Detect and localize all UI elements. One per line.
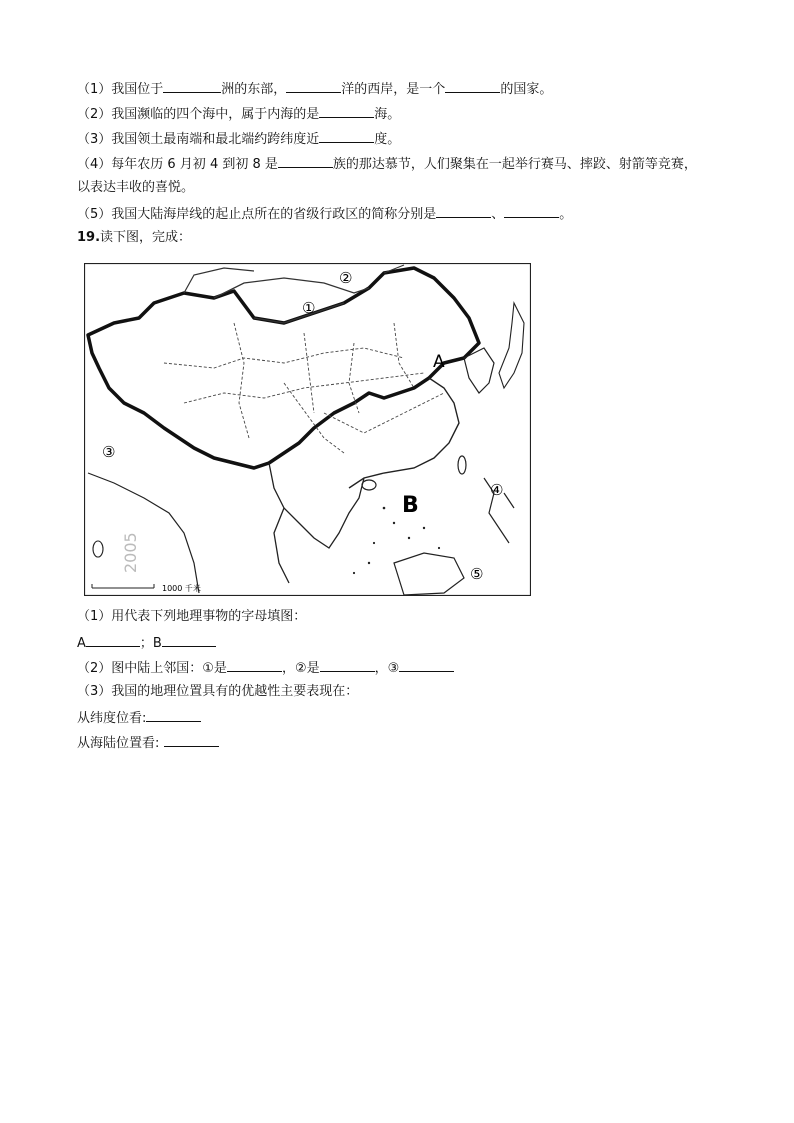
answer-blank[interactable]: [227, 658, 282, 672]
map-label-b: B: [402, 493, 419, 518]
q19-sub2: （2）图中陆上邻国：①是 ，②是 ，③: [77, 658, 454, 678]
circle-label-5: ⑤: [470, 565, 484, 583]
q18-item-2: （2）我国濒临的四个海中，属于内海的是 海。: [77, 104, 400, 124]
answer-blank[interactable]: [278, 154, 333, 168]
answer-blank[interactable]: [504, 204, 559, 218]
answer-blank[interactable]: [399, 658, 454, 672]
circle-label-1: ①: [302, 299, 316, 317]
answer-blank[interactable]: [445, 79, 500, 93]
map-watermark: 2005: [121, 532, 140, 573]
answer-blank-b[interactable]: [162, 633, 216, 647]
answer-blank[interactable]: [146, 708, 201, 722]
q18-item-1: （1）我国位于 洲的东部， 洋的西岸，是一个 的国家。: [77, 79, 552, 99]
q18-item-3: （3）我国领土最南端和最北端约跨纬度近 度。: [77, 129, 400, 149]
q19-sub1: （1）用代表下列地理事物的字母填图：: [77, 609, 307, 624]
circle-label-2: ②: [339, 269, 353, 287]
answer-blank[interactable]: [320, 658, 375, 672]
q19-sub3-latitude: 从纬度位看:: [77, 708, 201, 728]
question-number: 19.: [77, 230, 101, 245]
china-map-figure: [84, 263, 531, 596]
answer-blank[interactable]: [163, 79, 221, 93]
answer-blank[interactable]: [319, 104, 374, 118]
q18-item-4: （4）每年农历 6 月初 4 到初 8 是 族的那达慕节，人们聚集在一起举行赛马、摔跤、射箭等竞赛，: [77, 154, 697, 174]
q18-item-4-cont: 以表达丰收的喜悦。: [77, 180, 195, 195]
answer-blank[interactable]: [164, 733, 219, 747]
answer-blank[interactable]: [319, 129, 374, 143]
circle-label-3: ③: [102, 443, 116, 461]
q19-sub3: （3）我国的地理位置具有的优越性主要表现在：: [77, 684, 359, 699]
q19-prompt: 19.读下图，完成：: [77, 230, 192, 245]
circle-label-4: ④: [490, 481, 504, 499]
q19-sub1-answers: A ；B: [77, 633, 216, 653]
answer-blank-a[interactable]: [86, 633, 140, 647]
scale-text: 1000 千米: [162, 584, 201, 593]
q18-item-5: （5）我国大陆海岸线的起止点所在的省级行政区的简称分别是 、 。: [77, 204, 572, 224]
q19-sub3-sea-land: 从海陆位置看:: [77, 733, 219, 753]
answer-blank[interactable]: [286, 79, 341, 93]
map-label-a: A: [433, 352, 445, 372]
answer-blank[interactable]: [436, 204, 491, 218]
